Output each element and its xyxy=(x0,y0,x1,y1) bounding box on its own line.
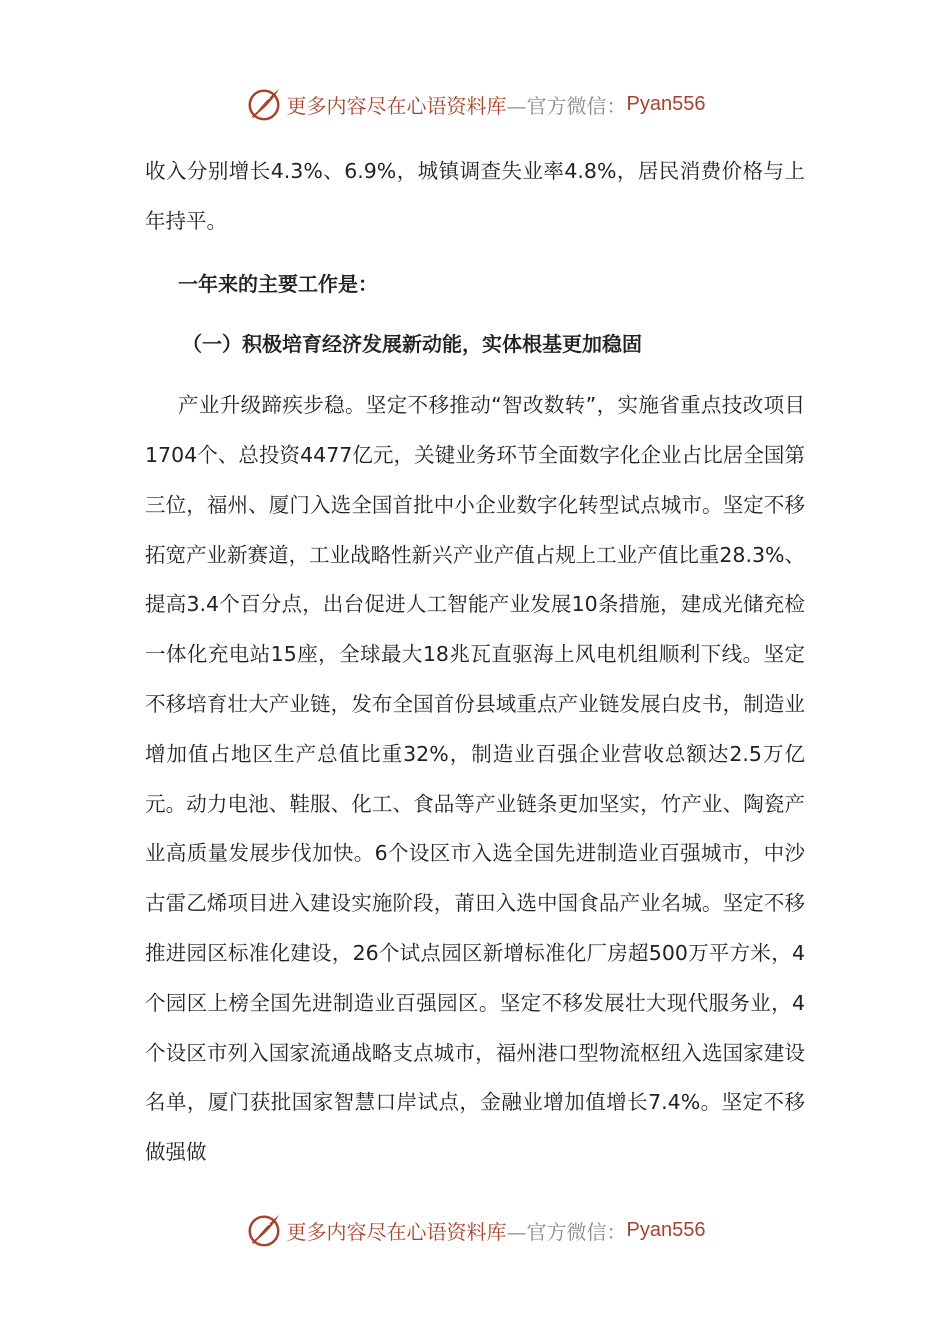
watermark-wechat-id: Pyan556 xyxy=(626,92,706,115)
subsection-heading: （一）积极培育经济发展新动能，实体根基更加稳固 xyxy=(182,332,642,357)
watermark-main-text: 更多内容尽在心语资料库 xyxy=(286,1219,507,1244)
document-body xyxy=(145,147,805,1178)
quill-pen-logo-icon xyxy=(245,85,283,123)
quill-pen-logo-icon xyxy=(245,1211,283,1249)
section-heading: 一年来的主要工作是： xyxy=(178,271,378,296)
watermark-wechat-id: Pyan556 xyxy=(626,1218,706,1241)
watermark-sub-text: —官方微信： xyxy=(506,93,627,118)
watermark-footer xyxy=(0,1208,950,1252)
watermark-header xyxy=(0,82,950,126)
watermark-main-text: 更多内容尽在心语资料库 xyxy=(286,93,507,118)
intro-paragraph: 收入分别增长4.3%、6.9%，城镇调查失业率4.8%，居民消费价格与上年持平。 xyxy=(145,159,805,233)
main-paragraph: 产业升级蹄疾步稳。坚定不移推动“智改数转”，实施省重点技改项目1704个、总投资4477亿元，关键业务环节全面数字化企业占比居全国第三位，福州、厦门入选全国首批中小企业数字化转型试点城市。坚定不移拓宽产业新赛道，工业战略性新兴产业产值占规上工业产值比重28.3%、提高3.4个百分点，出台促进人工智能产业发展10条措施，建成光储充检一体化充电站15座，全球最大18兆瓦直驱海上风电机组顺利下线。坚定不移培育壮大产业链，发布全国首份县域重点产业链发展白皮书，制造业增加值占地区生产总值比重32%，制造业百强企业营收总额达2.5万亿元。动力电池、鞋服、化工、食品等产业链条更加坚实，竹产业、陶瓷产业高质量发展步伐加快。6个设区市入选全国先进制造业百强城市，中沙古雷乙烯项目进入建设实施阶段，莆田入选中国食品产业名城。坚定不移推进园区标准化建设，26个试点园区新增标准化厂房超500万平方米，4个园区上榜全国先进制造业百强园区。坚定不移发展壮大现代服务业，4个设区市列入国家流通战略支点城市，福州港口型物流枢纽入选国家建设名单，厦门获批国家智慧口岸试点，金融业增加值增长7.4%。坚定不移做强做 xyxy=(145,393,805,1165)
watermark-sub-text: —官方微信： xyxy=(506,1219,627,1244)
